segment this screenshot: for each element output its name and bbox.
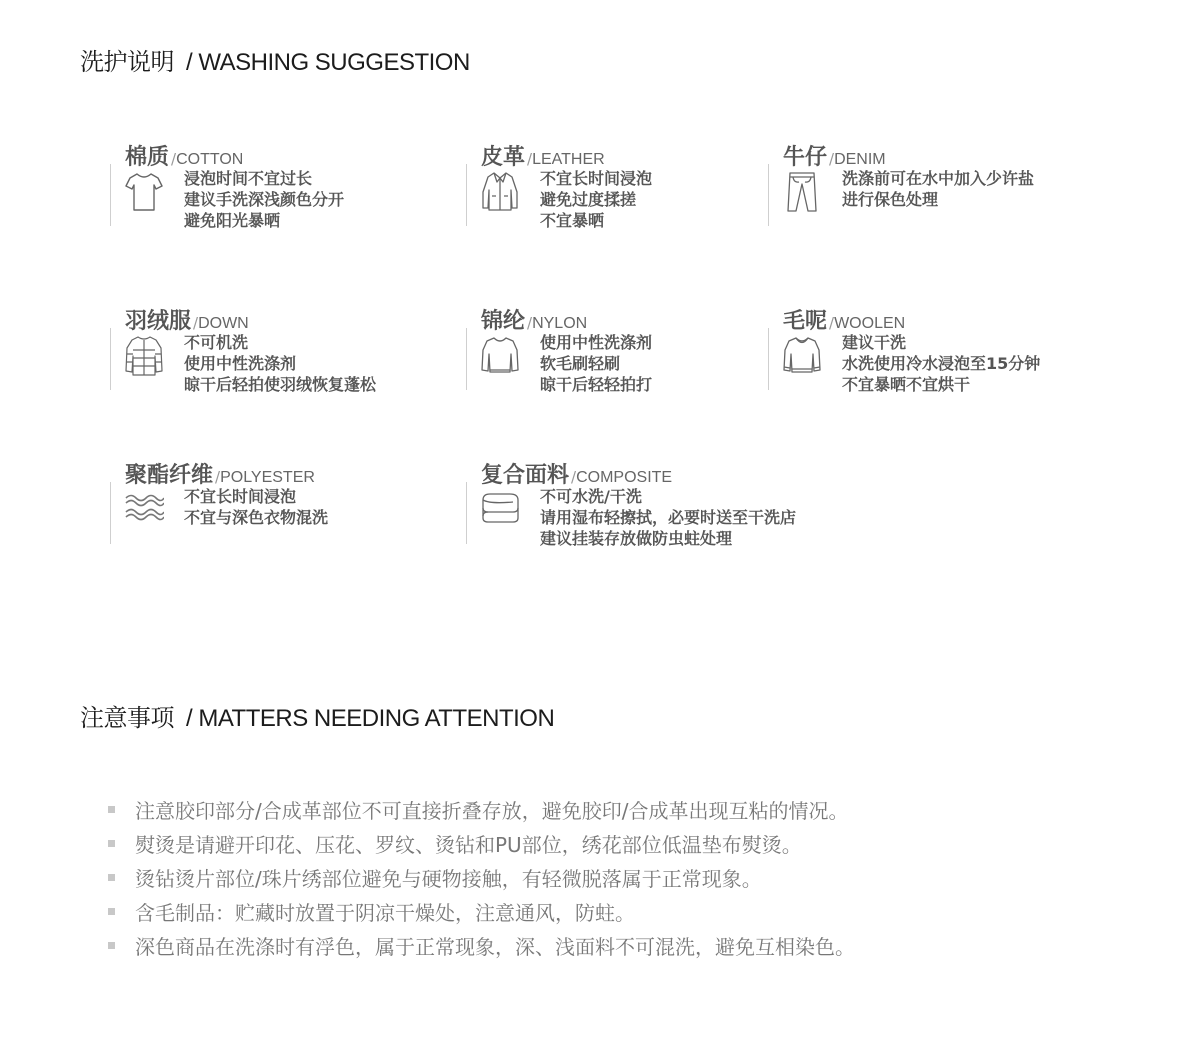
care-instruction: 晾干后轻拍使羽绒恢复蓬松 (184, 375, 377, 394)
fabric-name-en: WOOLEN (834, 315, 906, 332)
care-instruction: 不可机洗 (184, 333, 249, 352)
sweatshirt-icon (480, 334, 520, 378)
care-instruction: 不宜暴晒 (540, 211, 605, 230)
care-instructions (540, 332, 652, 395)
care-instruction: 使用中性洗涤剂 (540, 333, 653, 352)
list-item: 含毛制品：贮藏时放置于阴凉干燥处，注意通风，防蛀。 (108, 896, 855, 930)
washing-title-zh: 洗护说明 (80, 48, 174, 76)
care-instruction: 不宜与深色衣物混洗 (184, 508, 329, 527)
care-instruction: 建议挂装存放做防虫蛀处理 (540, 529, 733, 548)
title-separator: / (829, 314, 835, 332)
care-instruction: 软毛刷轻刷 (540, 354, 621, 373)
care-instructions (184, 486, 328, 528)
title-separator: / (527, 314, 533, 332)
care-instruction: 使用中性洗涤剂 (184, 354, 297, 373)
care-instructions (842, 168, 1034, 210)
tshirt-icon (124, 170, 164, 214)
fabric-name-en: POLYESTER (220, 469, 315, 486)
fabric-name-zh: 锦纶 (481, 309, 526, 334)
care-instruction: 避免阳光暴晒 (184, 211, 281, 230)
care-instruction: 建议干洗 (842, 333, 907, 352)
fabric-name-zh: 牛仔 (783, 145, 828, 170)
care-instruction: 建议手洗深浅颜色分开 (184, 190, 345, 209)
care-card-title (783, 304, 905, 335)
title-separator: / (829, 150, 835, 168)
care-instruction: 请用湿布轻擦拭，必要时送至干洗店 (540, 508, 797, 527)
fabric-name-zh: 毛呢 (783, 309, 828, 334)
title-separator: / (215, 468, 221, 486)
care-card-polyester (110, 458, 440, 578)
title-separator: / (527, 150, 533, 168)
folded-cloth-icon (480, 488, 520, 532)
title-separator: / (171, 150, 177, 168)
fabric-name-zh: 聚酯纤维 (125, 463, 214, 488)
notes-list (108, 794, 855, 964)
care-card-leather (466, 140, 796, 260)
care-instructions (842, 332, 1040, 395)
attention-title-en: / MATTERS NEEDING ATTENTION (186, 705, 555, 732)
divider (110, 328, 111, 390)
sweater-icon (782, 334, 822, 378)
care-instruction: 不宜长时间浸泡 (540, 169, 653, 188)
list-item: 深色商品在洗涤时有浮色，属于正常现象，深、浅面料不可混洗，避免互相染色。 (108, 930, 855, 964)
care-instructions (184, 332, 376, 395)
bullet-icon (108, 840, 115, 847)
divider (768, 164, 769, 226)
list-item: 熨烫是请避开印花、压花、罗纹、烫钻和PU部位，绣花部位低温垫布熨烫。 (108, 828, 855, 862)
care-card-title (125, 304, 249, 335)
care-instruction: 洗涤前可在水中加入少许盐 (842, 169, 1035, 188)
washing-section-title (80, 42, 470, 77)
care-instructions (184, 168, 344, 231)
bullet-icon (108, 942, 115, 949)
divider (110, 482, 111, 544)
care-card-title (481, 304, 587, 335)
care-card-title (481, 140, 605, 171)
care-card-title (125, 140, 243, 171)
attention-title-zh: 注意事项 (80, 704, 174, 732)
bullet-icon (108, 908, 115, 915)
fabric-name-zh: 复合面料 (481, 463, 570, 488)
care-card-title (783, 140, 886, 171)
fabric-name-en: NYLON (532, 315, 588, 332)
bullet-icon (108, 806, 115, 813)
fabric-name-zh: 棉质 (125, 145, 170, 170)
care-card-woolen (768, 304, 1098, 424)
fabric-name-zh: 羽绒服 (125, 309, 192, 334)
washing-title-en: / WASHING SUGGESTION (186, 49, 470, 76)
fabric-name-en: DOWN (198, 315, 249, 332)
care-instruction: 进行保色处理 (842, 190, 939, 209)
care-instruction: 水洗使用冷水浸泡至15分钟 (842, 354, 1041, 373)
jacket-icon (480, 170, 520, 214)
care-instruction: 不宜长时间浸泡 (184, 487, 297, 506)
care-card-title (125, 458, 315, 489)
care-card-cotton (110, 140, 440, 260)
care-instruction: 晾干后轻轻拍打 (540, 375, 653, 394)
fabric-name-en: LEATHER (532, 151, 605, 168)
care-card-down (110, 304, 440, 424)
list-item: 注意胶印部分/合成革部位不可直接折叠存放，避免胶印/合成革出现互粘的情况。 (108, 794, 855, 828)
divider (110, 164, 111, 226)
care-instruction: 不可水洗/干洗 (540, 487, 642, 506)
fabric-name-en: COMPOSITE (576, 469, 673, 486)
fabric-name-en: DENIM (834, 151, 886, 168)
divider (768, 328, 769, 390)
care-card-title (481, 458, 672, 489)
care-card-composite (466, 458, 796, 578)
care-instructions (540, 486, 796, 549)
down-jacket-icon (124, 334, 164, 378)
care-instructions (540, 168, 652, 231)
care-instruction: 避免过度揉搓 (540, 190, 637, 209)
jeans-icon (782, 170, 822, 214)
care-instruction: 不宜暴晒不宜烘干 (842, 375, 971, 394)
fabric-name-en: COTTON (176, 151, 244, 168)
divider (466, 328, 467, 390)
divider (466, 482, 467, 544)
divider (466, 164, 467, 226)
care-card-denim (768, 140, 1098, 260)
title-separator: / (193, 314, 199, 332)
title-separator: / (571, 468, 577, 486)
fiber-waves-icon (124, 488, 164, 532)
fabric-name-zh: 皮革 (481, 145, 526, 170)
care-instruction: 浸泡时间不宜过长 (184, 169, 313, 188)
list-item: 烫钻烫片部位/珠片绣部位避免与硬物接触，有轻微脱落属于正常现象。 (108, 862, 855, 896)
attention-section-title (80, 698, 554, 733)
care-card-nylon (466, 304, 796, 424)
bullet-icon (108, 874, 115, 881)
